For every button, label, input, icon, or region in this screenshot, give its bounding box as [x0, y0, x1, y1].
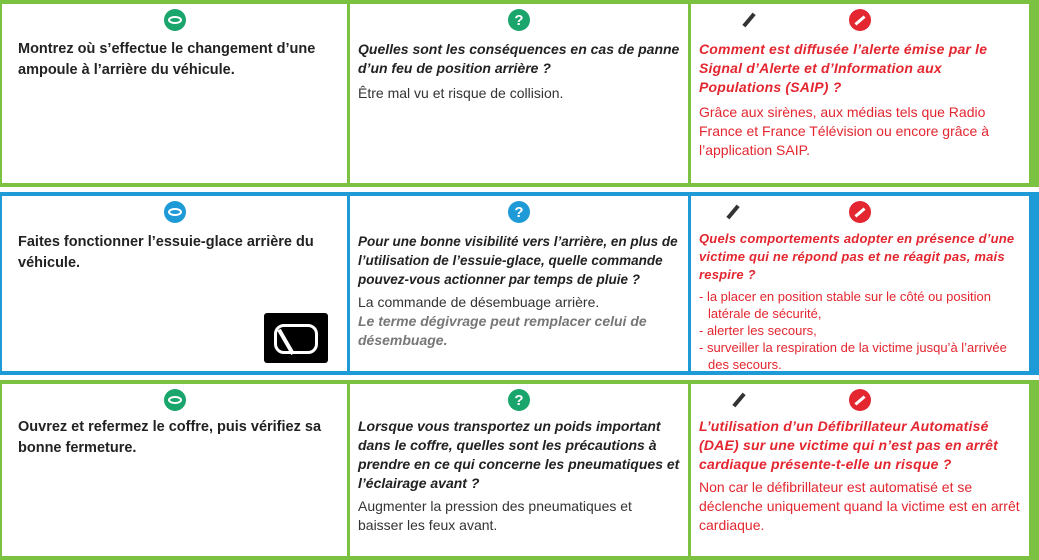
card-row-3: [0, 380, 1039, 560]
question-text: Quelles sont les conséquences en cas de panne d’un feu de position arrière ?: [358, 41, 680, 76]
question-icon: ?: [508, 201, 530, 223]
safety-list: [699, 288, 1023, 373]
task-text: Faites fonctionner l’essuie-glace arrière du véhicule.: [18, 234, 314, 271]
safety-cell: [691, 196, 1029, 371]
list-item: - alerter les secours,: [699, 322, 1023, 339]
answer-text: Être mal vu et risque de collision.: [358, 85, 564, 101]
card-row-2: [0, 192, 1039, 375]
task-cell: [2, 4, 347, 183]
safety-answer-text: Non car le défibrillateur est automatisé et se déclenche uniquement quand la victime est en arrêt cardiaque.: [699, 479, 1020, 533]
question-cell: [350, 196, 688, 371]
task-cell: [2, 384, 347, 556]
question-cell: [350, 4, 688, 183]
safety-answer-text: Grâce aux sirènes, aux médias tels que Radio France et France Télévision ou encore grâce à l’application SAIP.: [699, 104, 990, 158]
eye-icon: [164, 201, 186, 223]
safety-question-text: Quels comportements adopter en présence d’une victime qui ne répond pas et ne réagit pas, mais respire ?: [699, 231, 1015, 282]
question-cell: [350, 384, 688, 556]
list-item: - la placer en position stable sur le côté ou position latérale de sécurité,: [699, 288, 1023, 322]
question-text: Pour une bonne visibilité vers l’arrière, en plus de l’utilisation de l’essuie-glace, quelle commande pouvez-vous actionner par temps de pluie ?: [358, 234, 678, 287]
note-text: Le terme dégivrage peut remplacer celui de désembuage.: [358, 313, 647, 348]
rear-wiper-icon: [264, 313, 328, 363]
no-entry-icon: [849, 201, 871, 223]
eye-icon: [164, 9, 186, 31]
safety-question-text: L’utilisation d’un Défibrillateur Automatisé (DAE) sur une victime qui n’est pas en arrêt cardiaque présente-t-elle un risque ?: [699, 418, 998, 472]
no-entry-icon: [849, 389, 871, 411]
answer-text: Augmenter la pression des pneumatiques et baisser les feux avant.: [358, 498, 632, 533]
list-item: - surveiller la respiration de la victime jusqu’à l’arrivée des secours.: [699, 339, 1023, 373]
question-text: Lorsque vous transportez un poids important dans le coffre, quelles sont les précautions à prendre en ce qui concerne les pneumatiques et l’éclairage avant ?: [358, 418, 680, 491]
safety-cell: [691, 4, 1029, 183]
card-row-1: [0, 0, 1039, 187]
question-icon: ?: [508, 9, 530, 31]
task-text: Ouvrez et refermez le coffre, puis vérifiez sa bonne fermeture.: [18, 419, 322, 456]
eye-icon: [164, 389, 186, 411]
task-cell: [2, 196, 347, 371]
pen-icon: [726, 205, 739, 220]
no-entry-icon: [849, 9, 871, 31]
answer-text: La commande de désembuage arrière.: [358, 294, 600, 310]
safety-question-text: Comment est diffusée l’alerte émise par le Signal d’Alerte et d’Information aux Populations (SAIP) ?: [699, 41, 988, 95]
pen-icon: [732, 393, 745, 408]
task-text: Montrez où s’effectue le changement d’une ampoule à l’arrière du véhicule.: [18, 41, 316, 78]
question-icon: ?: [508, 389, 530, 411]
pen-icon: [742, 13, 755, 28]
safety-cell: [691, 384, 1029, 556]
